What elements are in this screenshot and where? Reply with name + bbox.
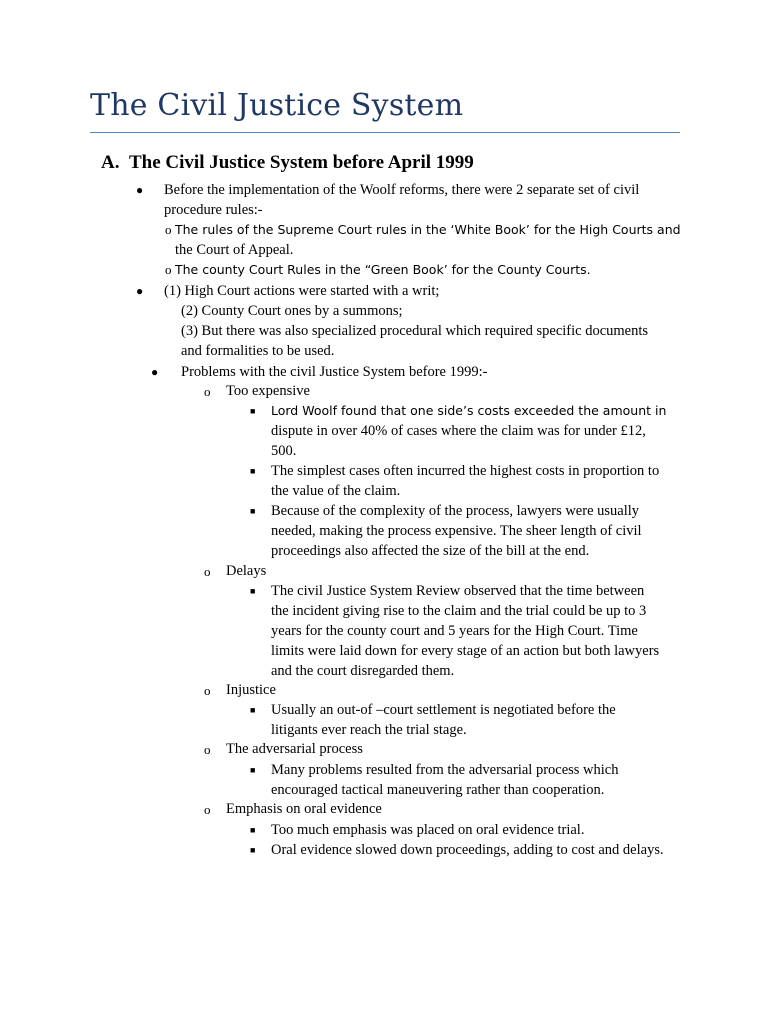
problem-heading: Delays — [226, 563, 267, 579]
bullet-3-text: Problems with the civil Justice System before 1999:- — [181, 364, 488, 380]
problem-point: Too much emphasis was placed on oral evidence trial. — [271, 822, 585, 838]
bullet-square: ■ — [250, 466, 256, 476]
bullet-circle: o — [204, 384, 211, 399]
problem-heading: Injustice — [226, 682, 276, 698]
page-title: The Civil Justice System — [90, 88, 464, 123]
title-underline — [90, 132, 680, 133]
bullet-circle: o — [204, 564, 211, 579]
bullet-2-text: (1) High Court actions were started with a writ; (2) County Court ones by a summons; (3) But there was also specialized procedural which required specific documents and formalities to be used. — [164, 283, 649, 359]
bullet-circle: o — [165, 262, 172, 277]
bullet-circle: o — [204, 683, 211, 698]
bullet-circle: o — [204, 802, 211, 817]
bullet-disc: ● — [151, 365, 159, 379]
bullet-square: ■ — [250, 825, 256, 835]
problem-point: Because of the complexity of the process, lawyers were usually needed, making the process expensive. The sheer length of civil proceedings also affected the size of the bill at the end. — [271, 503, 642, 559]
problem-point: Usually an out-of –court settlement is negotiated before the litigants ever reach the trial stage. — [271, 702, 616, 738]
problem-point: The simplest cases often incurred the highest costs in proportion to the value of the claim. — [271, 463, 660, 499]
problem-heading: The adversarial process — [226, 741, 363, 757]
section-heading — [101, 152, 474, 174]
section-heading-text: The Civil Justice System before April 1999 — [129, 152, 474, 173]
problem-heading: Too expensive — [226, 383, 310, 399]
problem-point: The civil Justice System Review observed that the time between the incident giving rise to the claim and the trial could be up to 3 years for the county court and 5 years for the High Court. Time limits were laid down for every stage of an action but both lawyers and the court disregarded them. — [271, 583, 660, 679]
bullet-circle: o — [165, 222, 172, 237]
problem-point: Oral evidence slowed down proceedings, adding to cost and delays. — [271, 842, 664, 858]
bullet-square: ■ — [250, 406, 256, 416]
section-number: A. — [101, 152, 120, 173]
bullet-1-sub-2: The county Court Rules in the “Green Book’ for the County Courts. — [175, 262, 591, 277]
problem-heading: Emphasis on oral evidence — [226, 801, 382, 817]
bullet-square: ■ — [250, 586, 256, 596]
bullet-circle: o — [204, 742, 211, 757]
bullet-disc: ● — [136, 183, 144, 197]
bullet-square: ■ — [250, 506, 256, 516]
problem-point: Lord Woolf found that one side’s costs exceeded the amount in dispute in over 40% of cases where the claim was for under £12, 500. — [271, 403, 667, 459]
bullet-disc: ● — [136, 284, 144, 298]
bullet-1-sub-1: The rules of the Supreme Court rules in the ‘White Book’ for the High Courts and the Court of Appeal. — [175, 222, 681, 258]
bullet-square: ■ — [250, 845, 256, 855]
bullet-square: ■ — [250, 765, 256, 775]
bullet-square: ■ — [250, 705, 256, 715]
bullet-1-text: Before the implementation of the Woolf reforms, there were 2 separate set of civil procedure rules:- — [164, 182, 640, 218]
problem-point: Many problems resulted from the adversarial process which encouraged tactical maneuvering rather than cooperation. — [271, 762, 619, 798]
